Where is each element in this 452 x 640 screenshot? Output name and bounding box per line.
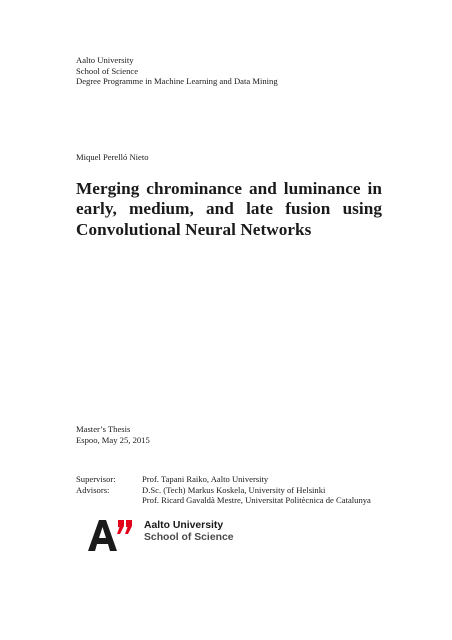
advisor-name-1: D.Sc. (Tech) Markus Koskela, University of Helsinki (142, 484, 326, 495)
school-name: School of Science (76, 65, 139, 76)
advisors-row-2 (76, 495, 416, 506)
university-name: Aalto University (76, 55, 134, 65)
aalto-a-mark-icon (88, 518, 138, 552)
aalto-logo (88, 518, 248, 552)
logo-line-school: School of Science (144, 532, 234, 543)
programme-name: Degree Programme in Machine Learning and Data Mining (76, 76, 278, 86)
author-name: Miquel Perelló Nieto (76, 152, 149, 162)
supervisor-row (76, 474, 416, 485)
logo-line-university: Aalto University (144, 520, 224, 531)
thesis-info (76, 424, 150, 445)
logo-text (144, 520, 234, 544)
supervision-info (76, 474, 416, 506)
institution-header (76, 55, 278, 87)
thesis-type: Master’s Thesis (76, 424, 131, 434)
supervisor-label: Supervisor: (76, 474, 116, 484)
advisors-label: Advisors: (76, 484, 110, 495)
thesis-place-date: Espoo, May 25, 2015 (76, 434, 150, 445)
advisor-name-2: Prof. Ricard Gavaldà Mestre, Universitat Politècnica de Catalunya (142, 495, 371, 505)
advisors-row (76, 485, 416, 496)
supervisor-name: Prof. Tapani Raiko, Aalto University (142, 474, 269, 484)
thesis-title: Merging chrominance and luminance in early, medium, and late fusion using Convolutional Neural Networks (76, 179, 382, 239)
